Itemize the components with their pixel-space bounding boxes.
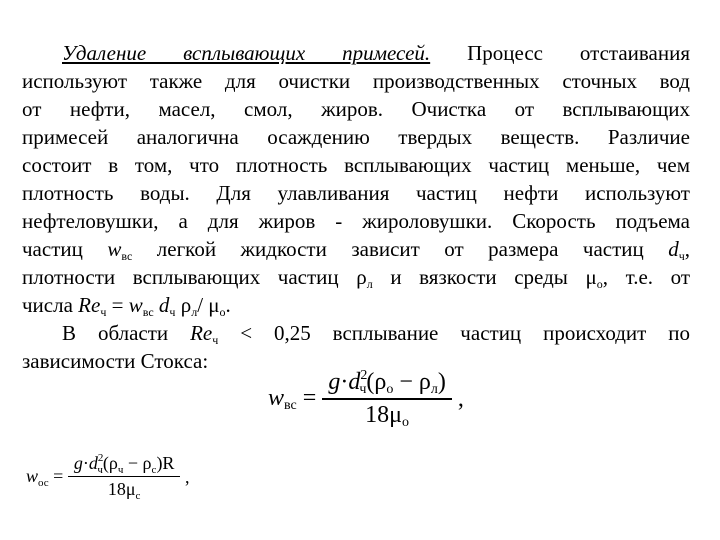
text-segment: и вязкости среды: [390, 265, 568, 289]
math-symbol: ρ: [180, 293, 192, 317]
paragraph1-line9: [22, 264, 690, 292]
paragraph2-line2: зависимости Стокса:: [22, 349, 209, 373]
math-symbol: d: [88, 453, 98, 473]
stokes-formula-rising: [268, 368, 464, 431]
paragraph2-line1: [62, 320, 690, 348]
math-symbol: − ρ: [393, 369, 431, 395]
formula-fraction: [68, 452, 181, 502]
text-segment: плотности всплывающих частиц: [22, 265, 339, 289]
formula-numerator: [68, 452, 181, 476]
math-operator: =: [111, 293, 124, 317]
math-symbol: Re: [190, 321, 213, 345]
math-subscript: вс: [121, 249, 133, 263]
math-symbol: )R: [156, 453, 175, 473]
math-operator: =: [53, 465, 64, 486]
math-subscript: вс: [142, 305, 154, 319]
section-heading: Удаление всплывающих примесей.: [62, 41, 431, 65]
paragraph1-line2: используют также для очистки производственных сточных вод: [22, 69, 690, 93]
math-subscript: ос: [38, 476, 49, 489]
paragraph1-line1: [62, 40, 690, 68]
math-subscript: ч: [678, 249, 685, 263]
paragraph1-line5: состоит в том, что плотность всплывающих частиц меньше, чем: [22, 153, 690, 177]
formula-lhs: [26, 466, 63, 489]
stokes-formula-settling: [26, 452, 189, 502]
math-subscript: вс: [284, 398, 297, 413]
text-segment: числа: [22, 293, 73, 317]
formula-lhs: [268, 385, 316, 414]
math-symbol: Re: [78, 293, 101, 317]
math-subscript: о: [402, 415, 410, 430]
math-subscript: ч: [212, 333, 219, 347]
formula-comma: ,: [184, 466, 190, 487]
formula-denominator: [68, 477, 181, 502]
math-subscript: ч: [117, 464, 124, 476]
formula-comma: ,: [457, 386, 464, 412]
paragraph1-line10: [22, 292, 690, 320]
math-symbol: (ρ: [102, 453, 118, 473]
math-superscript: 2: [360, 368, 368, 383]
formula-denominator: [322, 400, 452, 431]
math-subscript: ч: [169, 305, 176, 319]
math-subscript: л: [366, 277, 373, 291]
text-segment: , т.е. от: [602, 265, 690, 289]
text-segment: Процесс отстаивания: [467, 41, 690, 65]
paragraph1-line4: примесей аналогична осаждению твердых веществ. Различие: [22, 125, 690, 149]
paragraph1-line8: [22, 236, 690, 264]
math-symbol: w: [107, 237, 122, 261]
math-symbol: w: [26, 465, 39, 486]
paragraph1-line6: плотность воды. Для улавливания частиц нефти используют: [22, 181, 690, 205]
text-segment: частиц: [22, 237, 83, 261]
math-subscript: ч: [359, 382, 367, 397]
math-symbol: 18μ: [107, 479, 136, 499]
formula-numerator: [322, 368, 452, 398]
math-subscript: о: [596, 277, 603, 291]
math-subscript: ч: [97, 464, 103, 476]
math-operator: ·: [82, 453, 89, 473]
math-symbol: w: [268, 385, 285, 411]
math-superscript: 2: [97, 452, 104, 464]
math-subscript: л: [430, 382, 438, 397]
math-symbol: (ρ: [366, 369, 387, 395]
math-symbol: μ: [208, 293, 220, 317]
math-symbol: g: [328, 369, 341, 395]
math-symbol: − ρ: [123, 453, 152, 473]
text-segment: ,: [684, 237, 690, 261]
math-symbol: d: [158, 293, 170, 317]
math-subscript: л: [191, 305, 198, 319]
paragraph1-line3: от нефти, масел, смол, жиров. Очистка от всплывающих: [22, 97, 690, 121]
text-segment: легкой жидкости зависит от размера частиц: [156, 237, 644, 261]
paragraph1-line7: нефтеловушки, а для жиров - жироловушки. Скорость подъема: [22, 209, 690, 233]
math-subscript: о: [386, 382, 394, 397]
formula-fraction: [322, 368, 452, 431]
math-subscript: с: [151, 464, 157, 476]
math-operator: /: [197, 293, 204, 317]
math-symbol: g: [73, 453, 83, 473]
text-segment: < 0,25 всплывание частиц происходит по: [240, 321, 690, 345]
math-symbol: w: [128, 293, 143, 317]
math-operator: =: [302, 385, 317, 411]
text-segment: .: [225, 293, 231, 317]
math-subscript: ч: [100, 305, 107, 319]
math-symbol: 18μ: [365, 402, 403, 428]
text-segment: В области: [62, 321, 169, 345]
math-symbol: ): [437, 369, 446, 395]
math-symbol: d: [668, 237, 679, 261]
math-operator: ·: [340, 369, 349, 395]
math-symbol: ρ: [356, 265, 367, 289]
math-subscript: о: [219, 305, 226, 319]
math-symbol: μ: [585, 265, 597, 289]
math-symbol: d: [348, 369, 361, 395]
math-subscript: с: [135, 490, 141, 502]
